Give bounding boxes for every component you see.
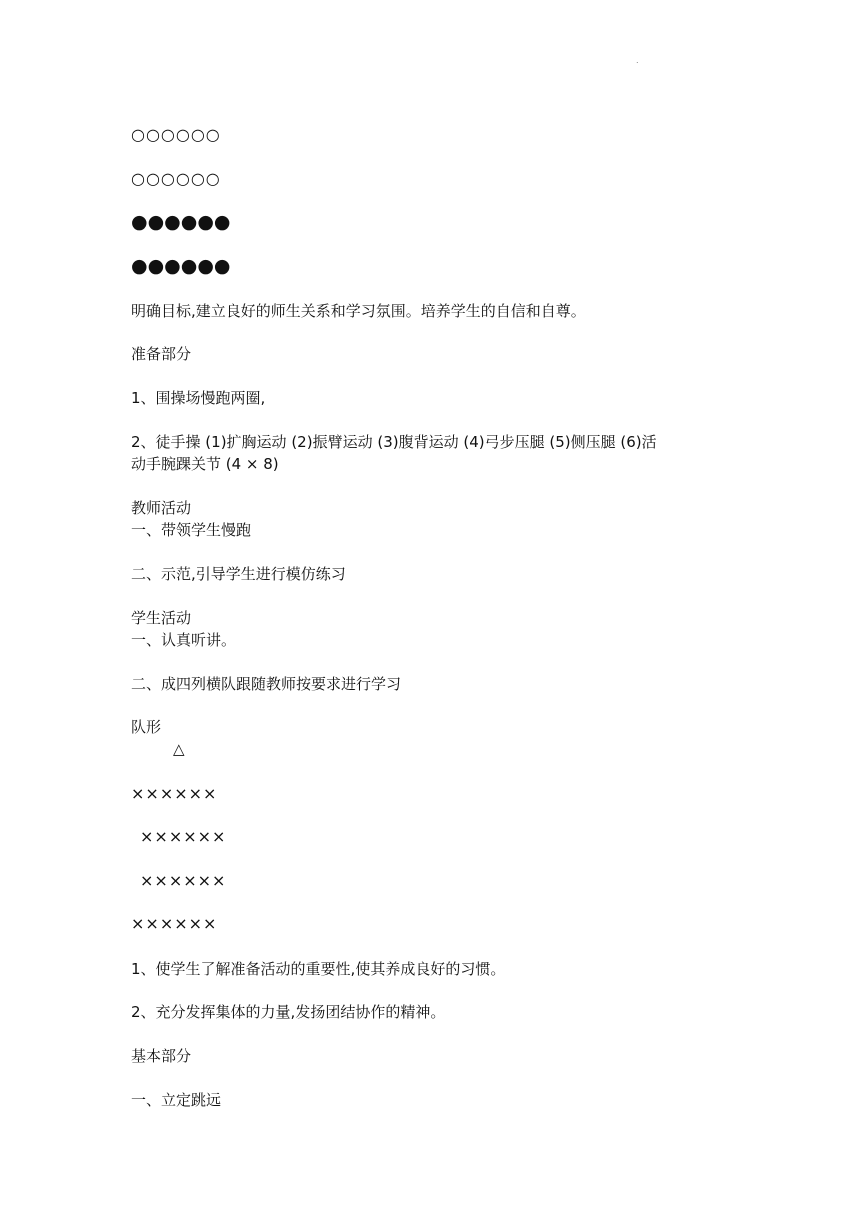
- purpose-item-2: 2、充分发挥集体的力量,发扬团结协作的精神。: [131, 1003, 446, 1021]
- formation-heading: 队形: [131, 718, 162, 736]
- filled-circles-row: ●●●●●●: [131, 211, 231, 233]
- student-item-2: 二、成四列横队跟随教师按要求进行学习: [131, 675, 402, 693]
- prep-item-1: 1、围操场慢跑两圈,: [131, 389, 266, 407]
- header-mark: .: [636, 56, 639, 65]
- basic-item-1: 一、立定跳远: [131, 1091, 222, 1109]
- purpose-item-1: 1、使学生了解准备活动的重要性,使其养成良好的习惯。: [131, 960, 506, 978]
- prep-item-2-line-1: 2、徒手操 (1)扩胸运动 (2)振臂运动 (3)腹背运动 (4)弓步压腿 (5)侧压腿 (6)活: [131, 433, 657, 451]
- open-circles-row: ○○○○○○: [131, 169, 221, 188]
- teacher-item-2: 二、示范,引导学生进行模仿练习: [131, 565, 346, 583]
- prep-heading: 准备部分: [131, 345, 192, 363]
- formation-row: ××××××: [140, 871, 227, 890]
- prep-item-2-line-2: 动手腕踝关节 (4 × 8): [131, 455, 279, 473]
- teacher-position-triangle: △: [173, 740, 185, 758]
- student-item-1: 一、认真听讲。: [131, 631, 237, 649]
- teacher-heading: 教师活动: [131, 499, 192, 517]
- open-circles-row: ○○○○○○: [131, 125, 221, 144]
- teacher-item-1: 一、带领学生慢跑: [131, 521, 252, 539]
- formation-row: ××××××: [131, 914, 218, 933]
- student-heading: 学生活动: [131, 609, 192, 627]
- formation-row: ××××××: [140, 827, 227, 846]
- basic-heading: 基本部分: [131, 1047, 192, 1065]
- goal-text: 明确目标,建立良好的师生关系和学习氛围。培养学生的自信和自尊。: [131, 302, 586, 320]
- filled-circles-row: ●●●●●●: [131, 255, 231, 277]
- formation-row: ××××××: [131, 784, 218, 803]
